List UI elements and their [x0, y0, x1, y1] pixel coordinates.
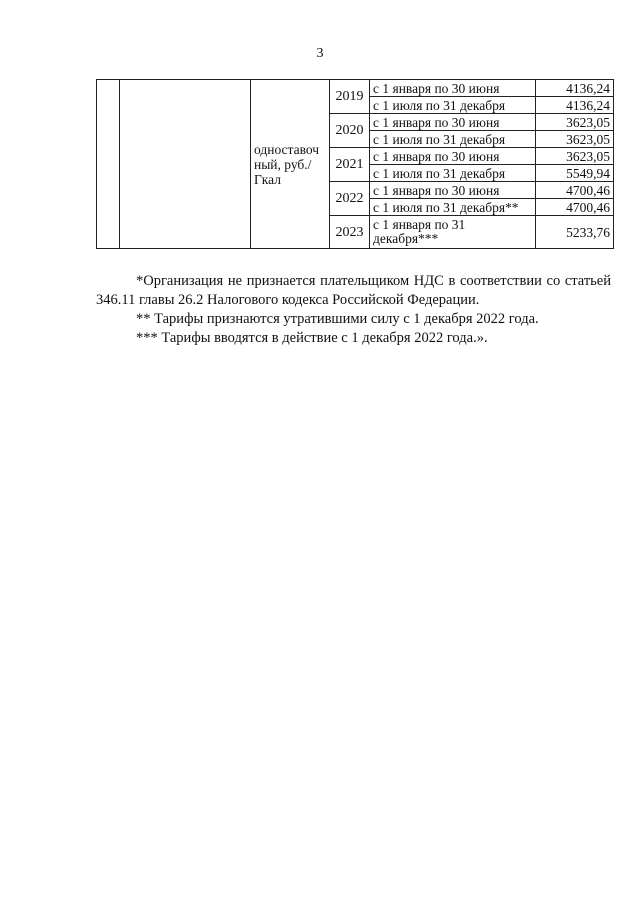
year-cell: 2022	[330, 182, 370, 216]
value-cell: 3623,05	[536, 131, 614, 148]
period-cell: с 1 января по 30 июня	[370, 148, 536, 165]
value-cell: 4700,46	[536, 199, 614, 216]
empty-cell-2	[120, 80, 251, 249]
period-cell: с 1 января по 30 июня	[370, 182, 536, 199]
period-cell: с 1 января по 30 июня	[370, 114, 536, 131]
footnote-effective: *** Тарифы вводятся в действие с 1 декабря 2022 года.».	[136, 330, 488, 346]
period-cell: с 1 июля по 31 декабря	[370, 131, 536, 148]
value-cell: 5233,76	[536, 216, 614, 249]
unit-cell: одноставоч ный, руб./Гкал	[251, 80, 330, 249]
value-cell: 3623,05	[536, 148, 614, 165]
value-cell: 4700,46	[536, 182, 614, 199]
period-cell: с 1 июля по 31 декабря**	[370, 199, 536, 216]
page-number: 3	[316, 46, 324, 61]
value-cell: 4136,24	[536, 97, 614, 114]
period-cell: с 1 января по 30 июня	[370, 80, 536, 97]
empty-cell-1	[97, 80, 120, 249]
period-cell: с 1 июля по 31 декабря	[370, 165, 536, 182]
value-cell: 5549,94	[536, 165, 614, 182]
period-cell: с 1 января по 31 декабря***	[370, 216, 536, 249]
year-cell: 2020	[330, 114, 370, 148]
tariff-table	[96, 79, 614, 249]
value-cell: 3623,05	[536, 114, 614, 131]
footnote-vat: *Организация не признается плательщиком НДС в соответствии со статьей 346.11 главы 26.2 Налогового кодекса Российской Федерации.	[96, 273, 611, 308]
period-cell: с 1 июля по 31 декабря	[370, 97, 536, 114]
footnote-expired: ** Тарифы признаются утратившими силу с 1 декабря 2022 года.	[136, 311, 539, 327]
value-cell: 4136,24	[536, 80, 614, 97]
year-cell: 2021	[330, 148, 370, 182]
footnotes	[96, 272, 611, 348]
year-cell: 2023	[330, 216, 370, 249]
year-cell: 2019	[330, 80, 370, 114]
